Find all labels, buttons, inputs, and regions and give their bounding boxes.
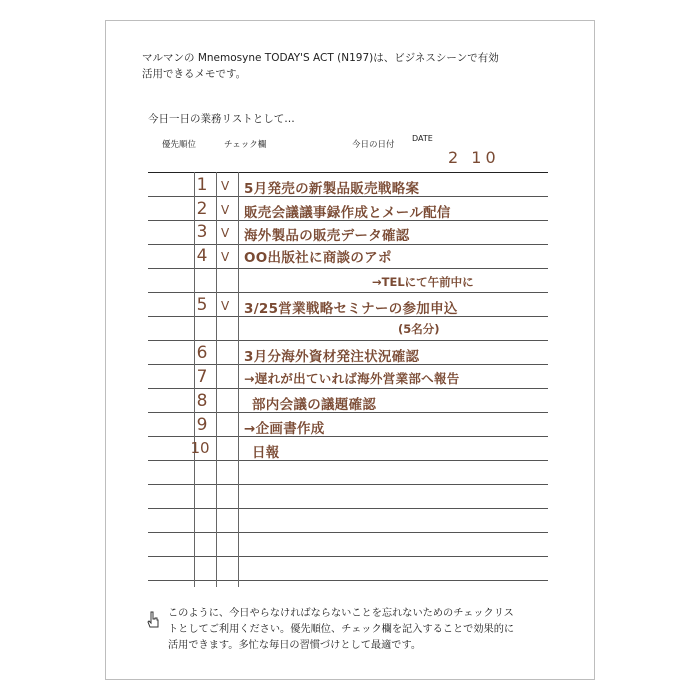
rule-line <box>148 244 548 245</box>
list-title: 今日一日の業務リストとして… <box>148 113 295 125</box>
row-1-priority: 1 <box>196 175 208 195</box>
row-6-priority: 6 <box>196 343 208 363</box>
row-3-priority: 3 <box>196 222 208 242</box>
rule-line <box>148 580 548 581</box>
footer-line-3: 活用できます。多忙な毎日の習慣づけとして最適です。 <box>168 640 422 651</box>
check-column-divider <box>216 172 217 587</box>
row-5-task: 3/25営業戦略セミナーの参加申込 <box>244 301 458 317</box>
row-8-task: 部内会議の議題確認 <box>252 397 377 413</box>
rule-line <box>148 268 548 269</box>
pointing-hand-icon <box>146 611 160 629</box>
row-3-task: 海外製品の販売データ確認 <box>244 228 410 244</box>
row-2-task: 販売会議議事録作成とメール配信 <box>244 205 451 221</box>
row-5-priority: 5 <box>196 295 208 315</box>
rule-line <box>148 556 548 557</box>
rule-line <box>148 460 548 461</box>
row-8-priority: 8 <box>196 391 208 411</box>
task-column-divider <box>238 172 239 587</box>
date-value: 2 10 <box>448 148 500 167</box>
footer-text <box>168 606 568 654</box>
date-label: DATE <box>412 134 433 143</box>
row-6-task: 3月分海外資材発注状況確認 <box>244 349 420 365</box>
rule-line <box>148 532 548 533</box>
footer-line-2: トとしてご利用ください。優先順位、チェック欄を記入することで効果的に <box>168 624 515 635</box>
rule-line <box>148 172 548 173</box>
row-1-task: 5月発売の新製品販売戦略案 <box>244 181 420 197</box>
row-7-task: →遅れが出ていれば海外営業部へ報告 <box>244 371 460 386</box>
row-4-check: V <box>221 250 230 264</box>
today-date-header: 今日の日付 <box>352 140 395 150</box>
row-1-check: V <box>221 179 230 193</box>
rule-line <box>148 484 548 485</box>
row-2-priority: 2 <box>196 199 208 219</box>
footer-line-1: このように、今日やらなければならないことを忘れないためのチェックリス <box>168 608 514 619</box>
check-header: チェック欄 <box>224 140 267 150</box>
row-3-check: V <box>221 226 230 240</box>
rule-line <box>148 436 548 437</box>
rule-line <box>148 292 548 293</box>
rule-line <box>148 388 548 389</box>
intro-line-1: マルマンの Mnemosyne TODAY'S ACT (N197)は、ビジネスシーンで有効 <box>142 52 499 64</box>
row-2-check: V <box>221 203 230 217</box>
row-10-task: 日報 <box>252 445 280 461</box>
row-4-note: →TELにて午前中に <box>372 275 474 289</box>
priority-header: 優先順位 <box>162 140 197 150</box>
intro-line-2: 活用できるメモです。 <box>142 68 247 80</box>
row-7-priority: 7 <box>196 367 208 387</box>
row-4-priority: 4 <box>196 246 208 266</box>
row-5-note: (5名分) <box>398 322 440 336</box>
row-9-priority: 9 <box>196 415 208 435</box>
rule-line <box>148 340 548 341</box>
row-4-task: OO出版社に商談のアポ <box>244 250 392 266</box>
intro-text <box>142 50 542 82</box>
row-5-check: V <box>221 299 230 313</box>
row-10-priority: 10 <box>190 439 210 457</box>
rule-line <box>148 508 548 509</box>
row-9-task: →企画書作成 <box>244 421 325 437</box>
